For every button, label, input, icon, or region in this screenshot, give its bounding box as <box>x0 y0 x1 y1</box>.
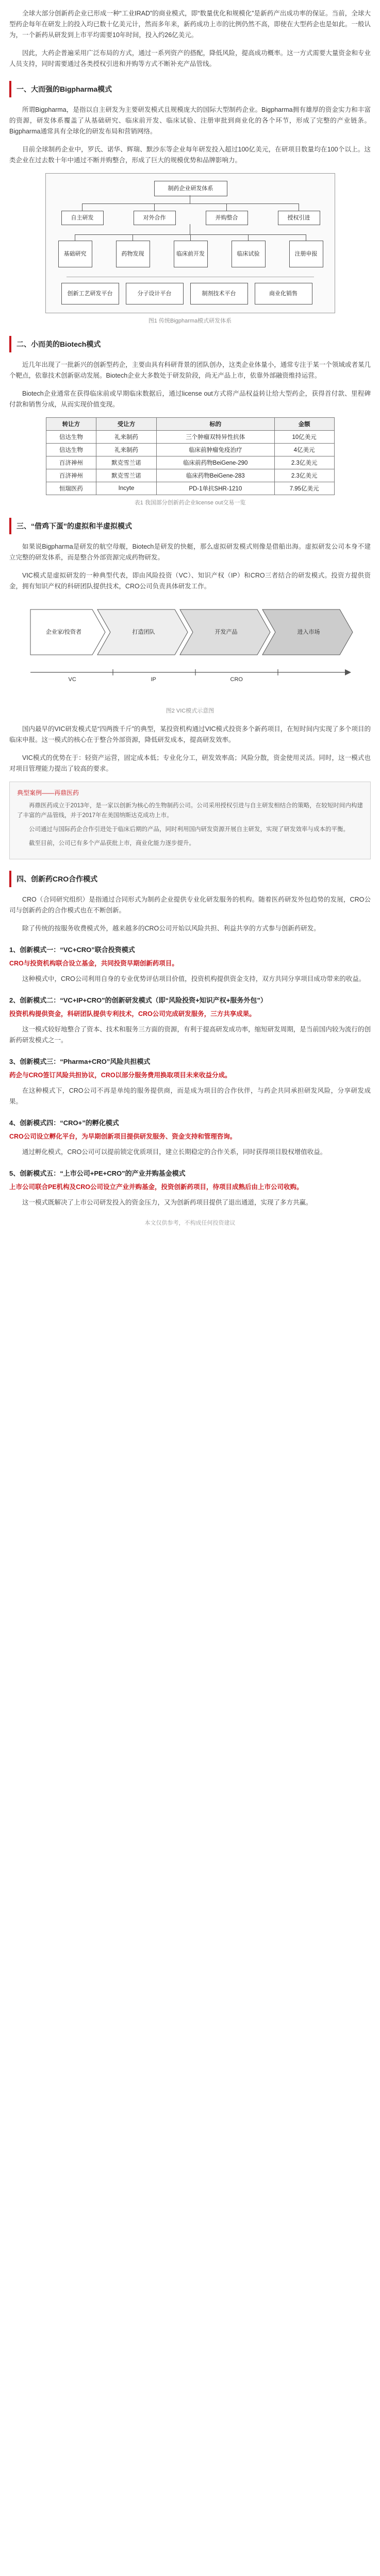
table-cell: 7.95亿美元 <box>274 482 334 495</box>
table-cell: 礼来制药 <box>96 431 157 444</box>
case-study-paragraph: 截至目前，公司已有多个产品获批上市，商业化能力逐步提升。 <box>29 840 195 846</box>
model-heading: 5、创新模式五：“上市公司+PE+CRO”的产业并购基金模式 <box>9 1170 186 1177</box>
table-cell: 百济神州 <box>46 456 96 469</box>
bigpharma-diagram <box>45 173 335 313</box>
table-cell: 信达生物 <box>46 444 96 456</box>
diagram-mid-box: 并购整合 <box>206 211 248 225</box>
table-cell: 2.3亿美元 <box>274 456 334 469</box>
table-cell: Incyte <box>96 482 157 495</box>
model-summary: 药企与CRO签订风险共担协议，CRO以部分服务费用换取项目未来收益分成。 <box>9 1072 232 1079</box>
diagram-bottom-box: 分子设计平台 <box>126 283 184 304</box>
section-paragraph: 所谓Bigpharma，是指以自主研发为主要研发模式且规模庞大的国际大型制药企业。Bigpharma拥有雄厚的资金实力和丰富的资源，研发体系覆盖了从基础研究、临床前开发、临床试验、注册审批到商业化的各个环节，形成了完整的产业链条。Bigpharma通常具有全球化的研发布局和营销网络。 <box>9 106 371 135</box>
table-cell: 临床药物BeiGene-283 <box>156 469 274 482</box>
section-paragraph: 如果说Bigpharma是研发的航空母舰，Biotech是研发的快艇，那么虚拟研发模式则像是借船出海。虚拟研发公司本身不建立完整的研发体系，而是整合外部资源完成药物研发。 <box>9 543 371 561</box>
figure-caption: 图2 VIC模式示意图 <box>166 708 214 714</box>
diagram-mid-box: 对外合作 <box>134 211 176 225</box>
table-cell: 临床前肿瘤免疫治疗 <box>156 444 274 456</box>
table-cell: 信达生物 <box>46 431 96 444</box>
table-header-cell: 金额 <box>274 418 334 431</box>
diagram-bottom-box: 制剂技术平台 <box>190 283 248 304</box>
table-cell: 三个肿瘤双特异性抗体 <box>156 431 274 444</box>
diagram-row-box: 临床试验 <box>232 241 266 267</box>
table-header-cell: 标的 <box>156 418 274 431</box>
table-cell: 百济神州 <box>46 469 96 482</box>
table-header-cell: 受让方 <box>96 418 157 431</box>
model-paragraph: 通过孵化模式，CRO公司可以提前锁定优质项目，建立长期稳定的合作关系，同时获得项目股权增值收益。 <box>22 1148 327 1156</box>
table-cell: PD-1单抗SHR-1210 <box>156 482 274 495</box>
case-study-box <box>9 782 371 859</box>
table-header-row <box>46 418 334 431</box>
chevron-step: 开发产品 <box>214 629 238 635</box>
table-row <box>46 431 334 444</box>
table-row <box>46 469 334 482</box>
model-paragraph: 这一模式既解决了上市公司研发投入的资金压力，又为创新药项目提供了退出通道，实现了多方共赢。 <box>22 1199 312 1206</box>
model-heading: 3、创新模式三：“Pharma+CRO”风险共担模式 <box>9 1058 151 1065</box>
table-cell: 10亿美元 <box>274 431 334 444</box>
table-row <box>46 444 334 456</box>
intro-paragraph: 因此，大药企普遍采用广泛布局的方式，通过一系列资产的搭配，降低风险，提高成功概率。这一方式需要大量资金和专业人员支持，同时需要通过各类授权引进和并购等方式不断补充产品管线。 <box>9 49 371 67</box>
table-cell: 礼来制药 <box>96 444 157 456</box>
model-paragraph: 这种模式中，CRO公司利用自身的专业优势评估项目价值，投资机构提供资金支持，双方共同分享项目成功带来的收益。 <box>22 975 366 982</box>
section-paragraph: Biotech企业通常在获得临床前或早期临床数据后，通过license out方式将产品权益转让给大型药企，获得首付款、里程碑付款和销售分成，从而实现价值变现。 <box>9 390 371 408</box>
diagram-row-box: 药物发现 <box>116 241 150 267</box>
chevron-step: 企业家/投资者 <box>45 629 82 635</box>
model-summary: 上市公司联合PE机构及CRO公司设立产业并购基金，投资创新药项目，待项目成熟后由上市公司收购。 <box>9 1183 303 1191</box>
diagram-mid-box: 授权引进 <box>278 211 320 225</box>
model-paragraph: 这一模式较好地整合了资本、技术和服务三方面的资源，有利于提高研发成功率，缩短研发周期，是当前国内较为流行的创新药研发模式之一。 <box>9 1026 371 1044</box>
table-row <box>46 482 334 495</box>
diagram-bottom-box: 创新工艺研发平台 <box>61 283 119 304</box>
section-heading: 三、“借鸡下蛋”的虚拟和半虚拟模式 <box>9 518 371 534</box>
table-cell: 恒瑞医药 <box>46 482 96 495</box>
table-cell: 2.3亿美元 <box>274 469 334 482</box>
axis-label: CRO <box>230 676 243 683</box>
axis-label: IP <box>151 676 156 683</box>
section-heading: 二、小而美的Biotech模式 <box>9 336 371 352</box>
chevron-step: 打造团队 <box>132 629 155 635</box>
section-paragraph: 国内最早的VIC研发模式是“四两拨千斤”的典型，某投资机构通过VIC模式投资多个新药项目，在短时间内实现了多个项目的临床申报。这一模式的核心在于整合外部资源，降低研发成本，提高研发效率。 <box>9 725 371 743</box>
section-heading: 一、大而强的Bigpharma模式 <box>9 81 371 97</box>
diagram-row-box: 注册申报 <box>289 241 323 267</box>
diagram-row-box: 临床前开发 <box>174 241 208 267</box>
section-paragraph: 目前全球制药企业中，罗氏、诺华、辉瑞、默沙东等企业每年研发投入超过100亿美元，在研项目数量均在100个以上。这类企业在过去数十年中通过不断并购整合，形成了巨大的规模优势和品牌影响力。 <box>9 146 371 164</box>
case-study-title: 典型案例——再鼎医药 <box>17 789 79 796</box>
table-header-cell: 转让方 <box>46 418 96 431</box>
figure-caption: 图1 传统Bigpharma模式研发体系 <box>148 318 232 324</box>
axis-label: VC <box>68 676 76 683</box>
case-study-paragraph: 再鼎医药成立于2013年，是一家以创新为核心的生物制药公司。公司采用授权引进与自主研发相结合的策略，在较短时间内构建了丰富的产品管线，并于2017年在美国纳斯达克成功上市。 <box>17 803 363 819</box>
section-paragraph: VIC模式是虚拟研发的一种典型代表，即由风险投资（VC）、知识产权（IP）和CRO三者结合的研发模式。投资方提供资金，拥有知识产权的科研团队提供技术，CRO公司负责具体研发工作。 <box>9 572 371 590</box>
table-row <box>46 456 334 469</box>
section-heading: 四、创新药CRO合作模式 <box>9 871 371 887</box>
table-cell: 默克雪兰诺 <box>96 469 157 482</box>
intro-paragraph: 全球大部分创新药企业已形成一种“工业IRAD”的商业模式，即“数量优化和规模化”是新药产出成功率的保证。当前，全球大型药企每年在研发上的投入均已数十亿美元计，然而多年来，新药成功上市的比例仍然不高，即使在大型药企也是如此。一般认为，一个新药从研发到上市平均需要10年时间，投入约26亿美元。 <box>9 10 371 39</box>
table-cell: 4亿美元 <box>274 444 334 456</box>
model-summary: 投资机构提供资金，科研团队提供专利技术，CRO公司完成研发服务，三方共享成果。 <box>9 1010 256 1018</box>
table-cell: 临床前药物BeiGene-290 <box>156 456 274 469</box>
diagram-row-box: 基础研究 <box>58 241 92 267</box>
diagram-bottom-box: 商业化销售 <box>255 283 312 304</box>
table-caption: 表1 我国部分创新药企业license out交易一览 <box>134 500 246 506</box>
footer-note: 本文仅供参考，不构成任何投资建议 <box>144 1220 236 1226</box>
section-paragraph: VIC模式的优势在于：轻资产运营，固定成本低；专业化分工，研发效率高；风险分散，资金使用灵活。同时，这一模式也对项目管理能力提出了较高的要求。 <box>9 754 371 772</box>
model-heading: 1、创新模式一：“VC+CRO”联合投资模式 <box>9 946 135 954</box>
model-paragraph: 在这种模式下，CRO公司不再是单纯的服务提供商，而是成为项目的合作伙伴，与药企共同承担研发风险，分享研发成果。 <box>9 1087 371 1105</box>
model-heading: 2、创新模式二：“VC+IP+CRO”的创新研发模式（即“风险投资+知识产权+服务外包”） <box>9 996 267 1004</box>
article-column <box>9 0 371 1227</box>
section-paragraph: 近几年出现了一批新兴的创新型药企，主要由具有科研背景的团队创办，这类企业体量小，通常专注于某一个领域或者某几个靶点，依靠技术创新驱动发展。Biotech企业大多数处于研发阶段，尚无产品上市，依靠外部融资维持运营。 <box>9 361 371 379</box>
license-deal-table <box>46 417 335 495</box>
section-paragraph: 除了传统的按服务收费模式外，越来越多的CRO公司开始以风险共担、利益共享的方式参与创新药研发。 <box>22 925 320 932</box>
model-heading: 4、创新模式四：“CRO+”的孵化模式 <box>9 1119 119 1127</box>
case-study-paragraph: 公司通过与国际药企合作引进处于临床后期的产品，同时利用国内研发资源开展自主研发，实现了研发效率与成本的平衡。 <box>29 826 349 833</box>
vic-chevron-diagram <box>25 600 355 703</box>
section-paragraph: CRO（合同研究组织）是指通过合同形式为制药企业提供专业化研发服务的机构。随着医药研发外包趋势的发展，CRO公司与创新药企的合作模式也在不断创新。 <box>9 896 371 914</box>
diagram-mid-box: 自主研发 <box>61 211 104 225</box>
model-summary: CRO公司设立孵化平台，为早期创新项目提供研发服务、资金支持和管理咨询。 <box>9 1133 237 1140</box>
chevron-step: 进入市场 <box>297 629 320 635</box>
diagram-root-box: 制药企业研发体系 <box>154 181 227 196</box>
model-summary: CRO与投资机构联合设立基金，共同投资早期创新药项目。 <box>9 960 178 967</box>
table-cell: 默克雪兰诺 <box>96 456 157 469</box>
